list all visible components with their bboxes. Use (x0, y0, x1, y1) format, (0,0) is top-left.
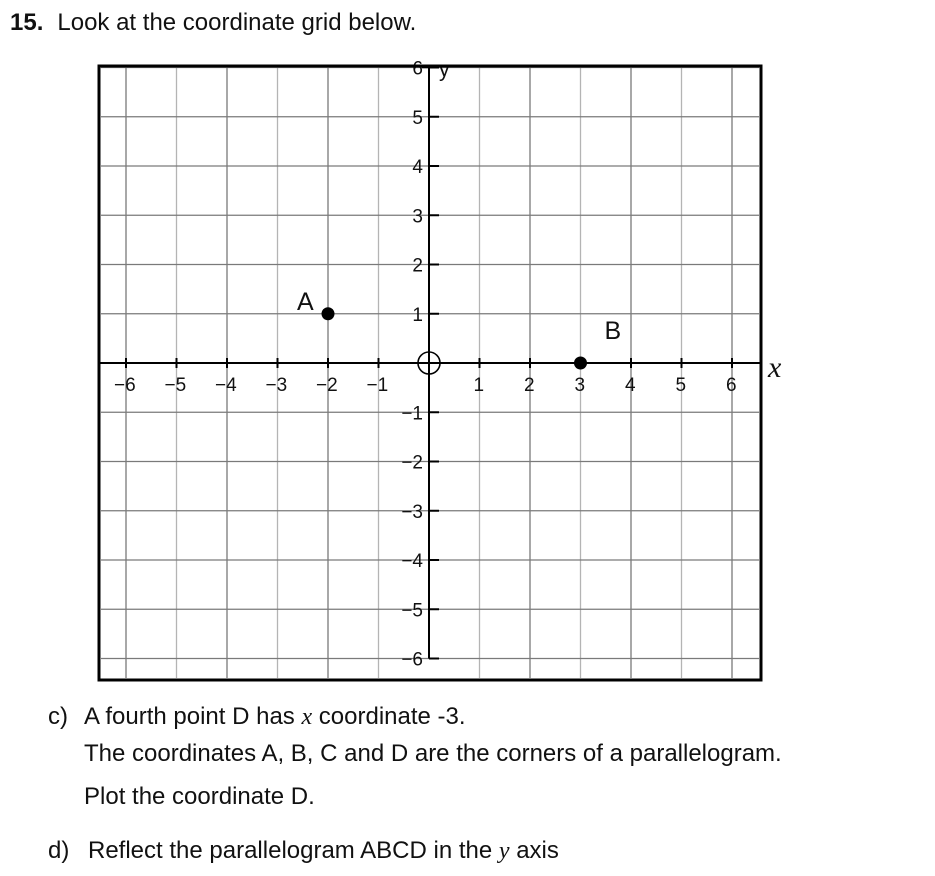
part-c-variable-x: x (301, 704, 313, 730)
plotted-points (297, 288, 621, 370)
y-axis-label: y (439, 58, 450, 82)
x-tick-label: 5 (675, 375, 687, 396)
question-number: 15. (10, 9, 44, 36)
question-intro: Look at the coordinate grid below. (57, 9, 417, 36)
part-c-letter: c) (48, 703, 68, 730)
y-tick-label: −5 (401, 600, 423, 622)
y-tick-label: 6 (412, 58, 423, 80)
y-tick-label: 5 (412, 107, 423, 129)
y-tick-label: 1 (412, 304, 423, 326)
part-c-line3: Plot the coordinate D. (84, 783, 315, 810)
y-tick-label: −4 (401, 551, 423, 572)
point-b-label: B (604, 317, 622, 345)
part-d-letter: d) (48, 837, 70, 864)
part-d-text-post: axis (509, 837, 559, 864)
y-tick-label: 2 (412, 255, 423, 277)
part-d-text-pre: Reflect the parallelogram ABCD in the (88, 837, 499, 864)
x-tick-label: −2 (316, 375, 338, 396)
x-tick-label: −1 (366, 375, 389, 396)
x-tick-label: −4 (215, 375, 237, 396)
y-tick-label: 4 (412, 157, 423, 178)
x-tick-label: 1 (473, 375, 485, 396)
y-tick-label: 3 (412, 206, 423, 228)
part-c-line1-post: coordinate -3. (312, 703, 466, 730)
point-b-dot (574, 357, 587, 370)
y-tick-label: −3 (401, 501, 423, 523)
point-a-label: A (297, 287, 314, 316)
part-d-variable-y: y (498, 838, 510, 864)
x-tick-label: 4 (625, 375, 636, 396)
x-tick-label: 2 (524, 375, 535, 396)
x-tick-label: −5 (164, 375, 187, 396)
part-d (48, 836, 559, 866)
y-tick-label: −6 (401, 649, 423, 671)
part-c (48, 702, 466, 732)
axes (99, 68, 761, 659)
x-tick-label: 3 (574, 375, 586, 396)
y-tick-label: −1 (401, 403, 423, 425)
part-c-line2: The coordinates A, B, C and D are the corners of a parallelogram. (84, 740, 782, 767)
x-tick-label: 6 (726, 375, 737, 396)
y-tick-label: −2 (401, 452, 423, 474)
part-c-line1-pre: A fourth point D has (84, 703, 302, 730)
x-tick-label: −6 (114, 375, 136, 396)
x-tick-label: −3 (265, 375, 288, 396)
x-axis-label: x (768, 351, 782, 384)
point-a-dot (322, 307, 335, 320)
